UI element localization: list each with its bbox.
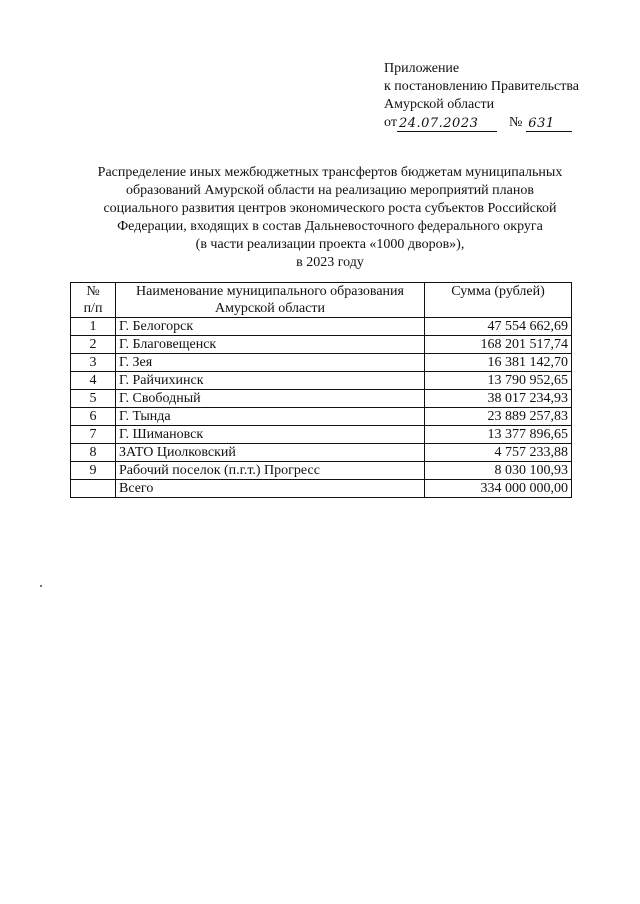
title-line-5: (в части реализации проекта «1000 дворов»), [195, 237, 465, 252]
header-number-pp: п/п [83, 301, 103, 316]
row-number: 3 [71, 354, 116, 372]
row-number: 4 [71, 372, 116, 390]
title-line-3: социального развития центров экономического роста субъектов Российской [103, 201, 557, 216]
row-number: 8 [71, 444, 116, 462]
annex-resolution-ref: к постановлению Правительства [384, 79, 580, 94]
number-sign: № [508, 115, 523, 130]
total-sum: 334 000 000,00 [425, 480, 572, 498]
table-row [71, 390, 572, 408]
row-municipality: Г. Благовещенск [116, 336, 425, 354]
table-row [71, 444, 572, 462]
annex-block [384, 60, 579, 132]
row-sum: 168 201 517,74 [425, 336, 572, 354]
handwritten-number: 631 [526, 117, 572, 132]
row-sum: 16 381 142,70 [425, 354, 572, 372]
row-municipality: ЗАТО Циолковский [116, 444, 425, 462]
table-row [71, 318, 572, 336]
table-row [71, 354, 572, 372]
row-municipality: Рабочий поселок (п.г.т.) Прогресс [116, 462, 425, 480]
row-sum: 38 017 234,93 [425, 390, 572, 408]
date-prefix: от [384, 115, 397, 130]
title-line-1: Распределение иных межбюджетных трансфертов бюджетам муниципальных [97, 165, 563, 180]
row-municipality: Г. Тында [116, 408, 425, 426]
total-number [71, 480, 116, 498]
row-sum: 47 554 662,69 [425, 318, 572, 336]
table-total-row [71, 480, 572, 498]
row-number: 2 [71, 336, 116, 354]
header-municipality-line-2: Амурской области [214, 301, 326, 316]
table-header-row [71, 283, 572, 318]
row-sum: 4 757 233,88 [425, 444, 572, 462]
scan-speck [40, 585, 42, 587]
row-municipality: Г. Зея [116, 354, 425, 372]
row-number: 6 [71, 408, 116, 426]
row-municipality: Г. Шимановск [116, 426, 425, 444]
row-number: 9 [71, 462, 116, 480]
row-sum: 8 030 100,93 [425, 462, 572, 480]
row-sum: 13 377 896,65 [425, 426, 572, 444]
header-municipality [116, 283, 425, 318]
total-label: Всего [116, 480, 425, 498]
title-line-4: Федерации, входящих в состав Дальневосточного федерального округа [117, 219, 543, 234]
row-municipality: Г. Свободный [116, 390, 425, 408]
row-municipality: Г. Райчихинск [116, 372, 425, 390]
document-title [60, 164, 600, 272]
row-sum: 13 790 952,65 [425, 372, 572, 390]
row-number: 7 [71, 426, 116, 444]
header-number-sign: № [86, 284, 100, 299]
row-municipality: Г. Белогорск [116, 318, 425, 336]
table-row [71, 372, 572, 390]
title-line-6: в 2023 году [296, 255, 364, 270]
table-row [71, 426, 572, 444]
header-number [71, 283, 116, 318]
table-row [71, 462, 572, 480]
handwritten-date: 24.07.2023 [397, 117, 497, 132]
header-sum: Сумма (рублей) [425, 283, 572, 318]
table-row [71, 408, 572, 426]
title-line-2: образований Амурской области на реализацию мероприятий планов [126, 183, 534, 198]
annex-date-number-row [384, 114, 579, 132]
annex-title: Приложение [384, 61, 460, 76]
annex-region: Амурской области [384, 97, 495, 112]
row-number: 5 [71, 390, 116, 408]
table-row [71, 336, 572, 354]
row-number: 1 [71, 318, 116, 336]
row-sum: 23 889 257,83 [425, 408, 572, 426]
header-municipality-line-1: Наименование муниципального образования [136, 284, 404, 299]
distribution-table [70, 282, 572, 498]
